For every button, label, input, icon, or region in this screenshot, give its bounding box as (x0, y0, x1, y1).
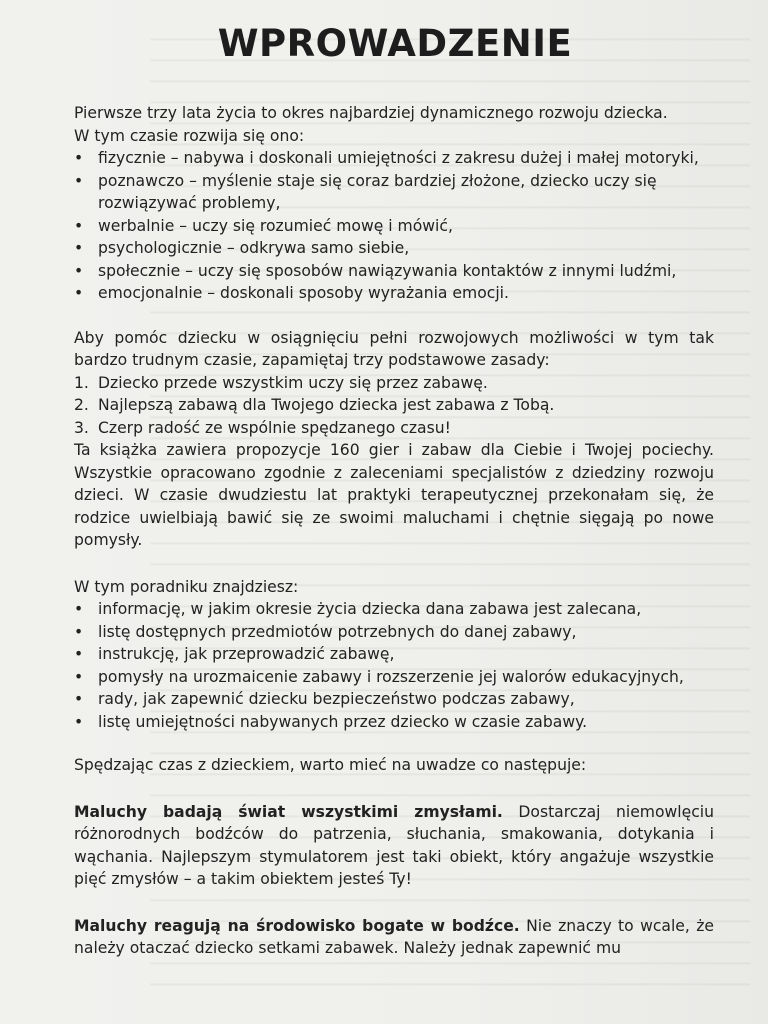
list-item: • emocjonalnie – doskonali sposoby wyrażania emocji. (74, 282, 714, 305)
senses-paragraph (74, 801, 714, 891)
list-item: • poznawczo – myślenie staje się coraz bardziej złożone, dziecko uczy się rozwiązywać problemy, (74, 170, 714, 215)
list-text: Dziecko przede wszystkim uczy się przez zabawę. (98, 373, 488, 392)
development-list (74, 147, 714, 305)
list-item (74, 417, 714, 440)
guide-list (74, 598, 714, 733)
list-item (74, 372, 714, 395)
senses-text: Dostarczaj niemowlęciu różnorodnych bodźców do patrzenia, słuchania, smakowania, dotykania i wąchania. Najlepszym stymulatorem jest taki obiekt, który angażuje wszystkie pięć zmysłów – a takim obiektem jesteś Ty! (74, 802, 714, 888)
intro-line-2: W tym czasie rozwija się ono: (74, 126, 305, 145)
list-item: • społecznie – uczy się sposobów nawiązywania kontaktów z innymi ludźmi, (74, 260, 714, 283)
page-title: WPROWADZENIE (217, 22, 573, 65)
list-item: • werbalnie – uczy się rozumieć mowę i mówić, (74, 215, 714, 238)
list-item: • informację, w jakim okresie życia dziecka dana zabawa jest zalecana, (74, 598, 714, 621)
stimuli-text: Nie znaczy to wcale, że należy otaczać dziecko setkami zabawek. Należy jednak zapewnić mu (74, 916, 715, 957)
rules-lead: Aby pomóc dziecku w osiągnięciu pełni rozwojowych możliwości w tym tak bardzo trudnym czasie, zapamiętaj trzy podstawowe zasady: (74, 328, 714, 369)
list-number: 3. (74, 418, 89, 437)
stimuli-heading: Maluchy reagują na środowisko bogate w bodźce. (74, 916, 520, 935)
rules-list (74, 372, 714, 440)
list-text: Czerp radość ze wspólnie spędzanego czasu! (98, 418, 451, 437)
list-item: • listę dostępnych przedmiotów potrzebnych do danej zabawy, (74, 621, 714, 644)
list-item: • fizycznie – nabywa i doskonali umiejętności z zakresu dużej i małej motoryki, (74, 147, 714, 170)
rules-section (74, 327, 714, 552)
remember-line: Spędzając czas z dzieckiem, warto mieć na uwadze co następuje: (74, 756, 587, 774)
list-item: • instrukcję, jak przeprowadzić zabawę, (74, 643, 714, 666)
list-number: 1. (74, 373, 89, 392)
list-item: • pomysły na urozmaicenie zabawy i rozszerzenie jej walorów edukacyjnych, (74, 666, 714, 689)
list-item: • rady, jak zapewnić dziecku bezpieczeństwo podczas zabawy, (74, 688, 714, 711)
intro-line-1: Pierwsze trzy lata życia to okres najbardziej dynamicznego rozwoju dziecka. (74, 104, 668, 122)
list-item: • psychologicznie – odkrywa samo siebie, (74, 237, 714, 260)
guide-lead: W tym poradniku znajdziesz: (74, 577, 299, 596)
list-number: 2. (74, 396, 89, 414)
list-item (74, 394, 714, 417)
list-item: • listę umiejętności nabywanych przez dziecko w czasie zabawy. (74, 711, 714, 734)
intro-section (74, 102, 714, 305)
senses-heading: Maluchy badają świat wszystkimi zmysłami. (74, 802, 503, 821)
book-description: Ta książka zawiera propozycje 160 gier i zabaw dla Ciebie i Twojej pociechy. Wszystkie opracowano zgodnie z zaleceniami specjalistów z dziedziny rozwoju dzieci. W czasie dwudziestu lat praktyki terapeutycznej przekonałam się, że rodzice uwielbiają bawić się ze swoimi maluchami i chętnie sięgają po nowe pomysły. (74, 441, 714, 549)
stimuli-paragraph (74, 915, 714, 960)
guide-section (74, 576, 714, 734)
list-text: Najlepszą zabawą dla Twojego dziecka jest zabawa z Tobą. (98, 396, 555, 414)
page-content (74, 16, 714, 960)
